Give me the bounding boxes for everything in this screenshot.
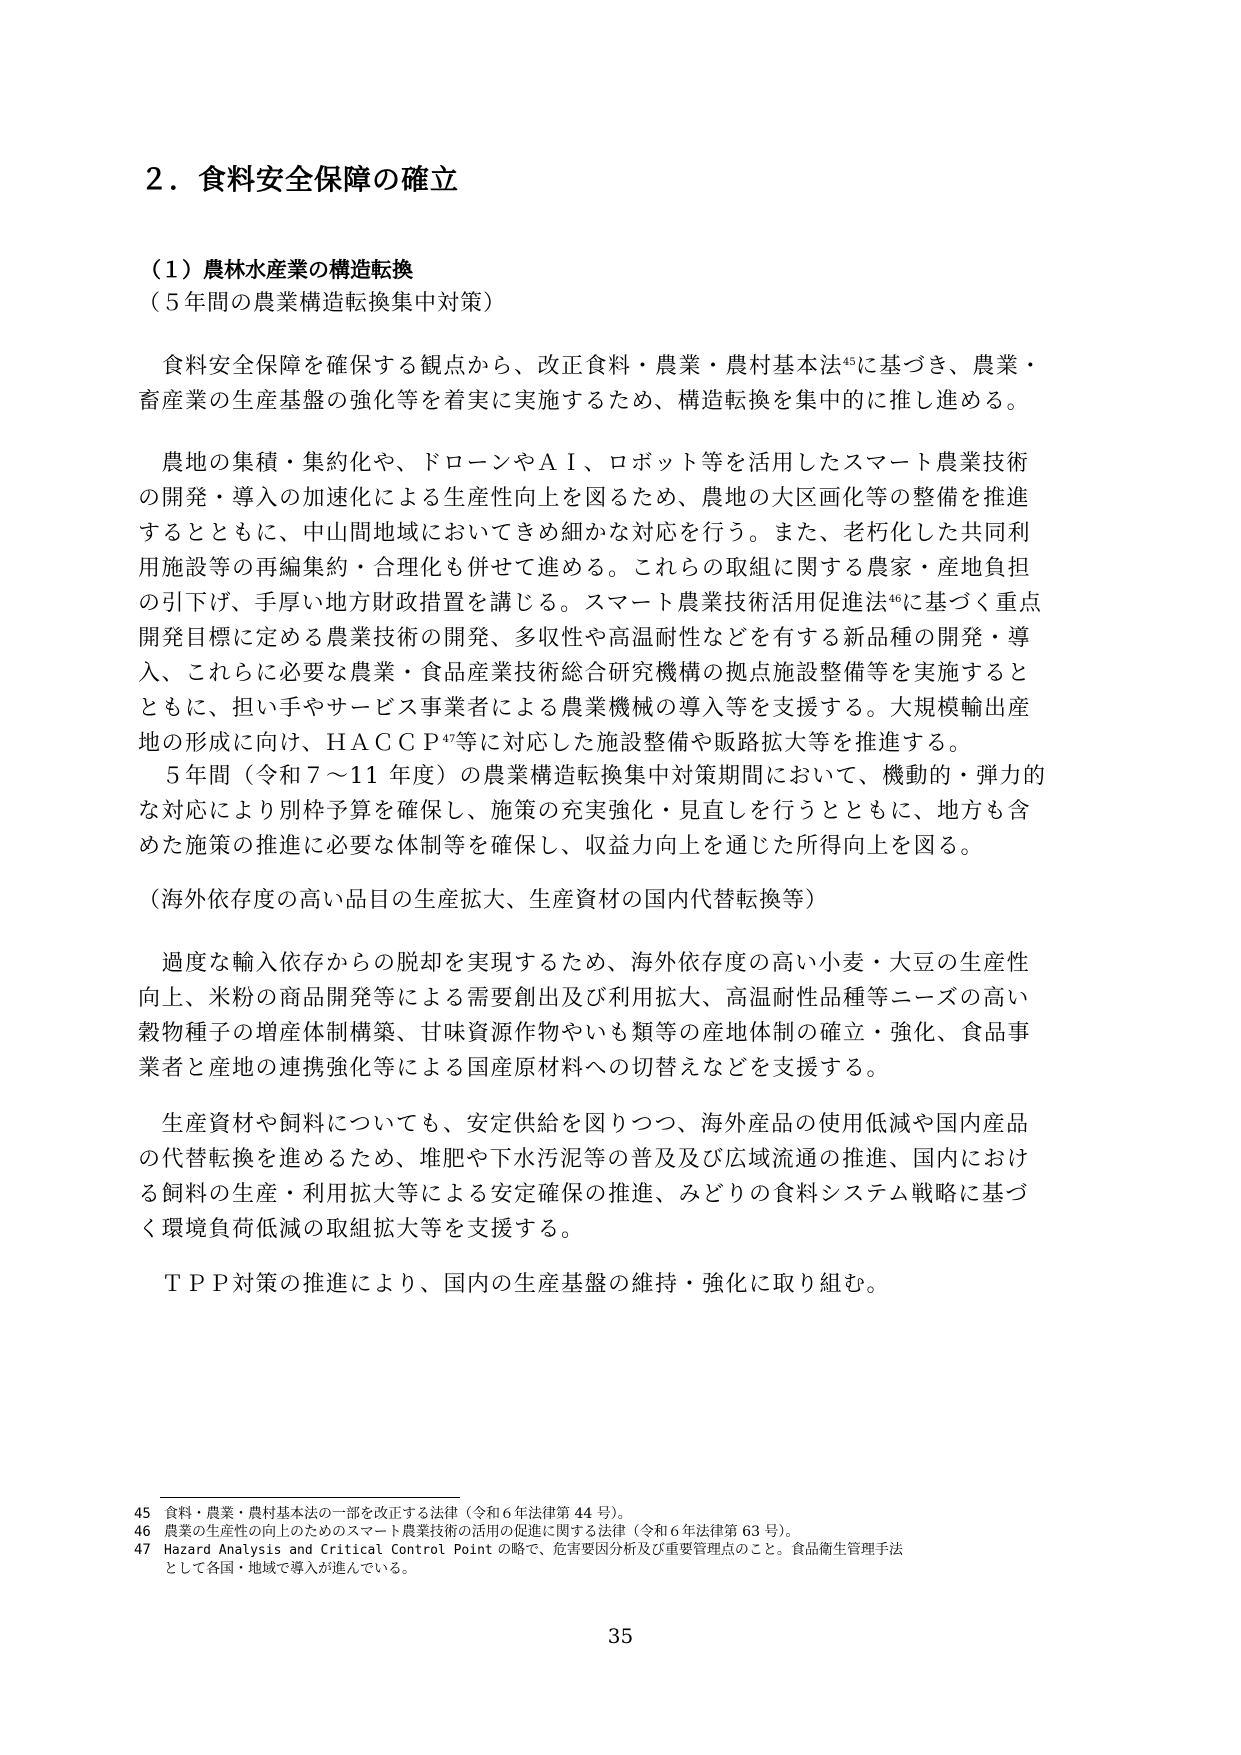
footnote-46 [134, 1523, 1104, 1541]
footnote-47 [134, 1541, 1104, 1578]
paragraph-line: ともに、担い手やサービス事業者による農業機械の導入等を支援する。大規模輸出産 [138, 696, 1032, 721]
paragraph-line: る飼料の生産・利用拡大等による安定確保の推進、みどりの食料システム戦略に基づ [138, 1182, 1029, 1207]
paragraph-five-year-measures [138, 759, 1106, 864]
footnote-divider [160, 1497, 460, 1498]
subsection-title: （１）農林水産業の構造転換 [140, 258, 413, 282]
section-title: ２．食料安全保障の確立 [140, 163, 460, 196]
footnote-45 [134, 1505, 1104, 1523]
paragraph-line: ５年間（令和７～11 年度）の農業構造転換集中対策期間において、機動的・弾力的 [138, 764, 1047, 789]
paragraph-line: 生産資材や飼料についても、安定供給を図りつつ、海外産品の使用低減や国内産品 [138, 1112, 1030, 1137]
paragraph-line: 農地の集積・集約化や、ドローンやＡＩ、ロボット等を活用したスマート農業技術 [138, 451, 1030, 476]
paragraph-food-security-basis [138, 349, 1106, 419]
footnote-text: Hazard Analysis and Critical Control Point の略で、危害要因分析及び重要管理点のこと。食品衛生管理手法 として各国・地域で導入が進んでいる。 [164, 1542, 903, 1577]
paragraph-line: く環境負荷低減の取組拡大等を支援する。 [138, 1217, 585, 1242]
paragraph-tpp-measures [138, 1267, 1106, 1302]
paragraph-production-materials [138, 1107, 1106, 1247]
paragraph-line: 開発目標に定める農業技術の開発、多収性や高温耐性などを有する新品種の開発・導 [138, 626, 1032, 651]
footnote-text: 農業の生産性の向上のためのスマート農業技術の活用の促進に関する法律（令和６年法律第 63 号）。 [164, 1524, 800, 1540]
paragraph-line: 用施設等の再編集約・合理化も併せて進める。これらの取組に関する農家・産地負担 [138, 556, 1032, 581]
paragraph-line: 過度な輸入依存からの脱却を実現するため、海外依存度の高い小麦・大豆の生産性 [138, 951, 1031, 976]
paragraph-import-dependence [138, 946, 1106, 1086]
topic-heading-structural-transformation: （５年間の農業構造転換集中対策） [138, 291, 507, 316]
footnote-ref-47[interactable]: 47 [442, 734, 456, 745]
footnote-ref-45[interactable]: 45 [843, 357, 856, 368]
paragraph-line: ＴＰＰ対策の推進により、国内の生産基盤の維持・強化に取り組む。 [138, 1272, 891, 1297]
page-number: 35 [607, 1624, 634, 1648]
footnote-number: 45 [134, 1506, 151, 1522]
paragraph-line: の代替転換を進めるため、堆肥や下水汚泥等の普及及び広域流通の推進、国内におけ [138, 1147, 1031, 1172]
paragraph-line: 食料安全保障を確保する観点から、改正食料・農業・農村基本法$^{45}$に基づき、農業・ [138, 354, 1043, 379]
footnote-number: 47 [134, 1542, 151, 1558]
paragraph-farmland-smart-agriculture [138, 446, 1106, 761]
paragraph-line: 入、これらに必要な農業・食品産業技術総合研究機構の拠点施設整備等を実施すると [138, 661, 1032, 686]
paragraph-line: 向上、米粉の商品開発等による需要創出及び利用拡大、高温耐性品種等ニーズの高い [138, 986, 1030, 1011]
paragraph-line: 業者と産地の連携強化等による国産原材料への切替えなどを支援する。 [138, 1056, 891, 1081]
footnote-ref-46[interactable]: 46 [888, 594, 902, 605]
paragraph-line: 穀物種子の増産体制構築、甘味資源作物やいも類等の産地体制の確立・強化、食品事 [138, 1021, 1032, 1046]
paragraph-line: 畜産業の生産基盤の強化等を着実に実施するため、構造転換を集中的に推し進める。 [138, 389, 1031, 414]
paragraph-line: な対応により別枠予算を確保し、施策の充実強化・見直しを行うとともに、地方も含 [138, 799, 1032, 824]
paragraph-line: するとともに、中山間地域においてきめ細かな対応を行う。また、老朽化した共同利 [138, 521, 1032, 546]
footnotes [134, 1505, 1104, 1578]
footnote-number: 46 [134, 1524, 151, 1540]
paragraph-line: めた施策の推進に必要な体制等を確保し、収益力向上を通じた所得向上を図る。 [138, 834, 985, 859]
topic-heading-import-dependence: （海外依存度の高い品目の生産拡大、生産資材の国内代替転換等） [138, 888, 829, 913]
paragraph-line: の開発・導入の加速化による生産性向上を図るため、農地の大区画化等の整備を推進 [138, 486, 1031, 511]
paragraph-line: 地の形成に向け、ＨＡＣＣＰ$^{47}$等に対応した施設整備や販路拡大等を推進する。 [138, 731, 973, 756]
paragraph-line: の引下げ、手厚い地方財政措置を講じる。スマート農業技術活用促進法$^{46}$に基づく重点 [138, 591, 1043, 616]
footnote-text: 食料・農業・農村基本法の一部を改正する法律（令和６年法律第 44 号）。 [164, 1506, 632, 1522]
